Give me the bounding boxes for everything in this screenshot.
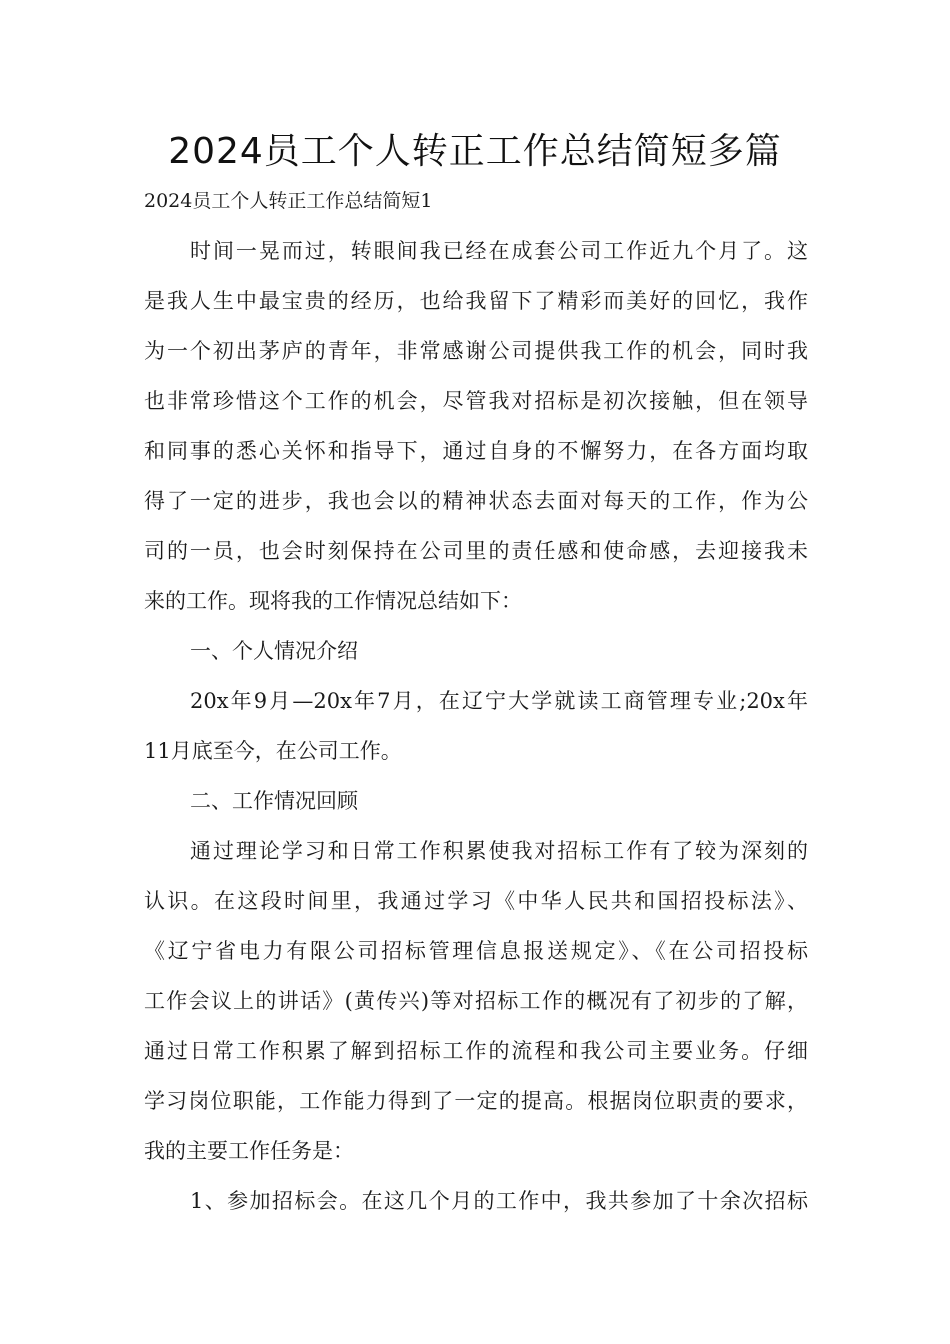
paragraph-line: 工作会议上的讲话》(黄传兴)等对招标工作的概况有了初步的了解， — [144, 989, 808, 1013]
paragraph-line: 时间一晃而过，转眼间我已经在成套公司工作近九个月了。这 — [190, 239, 808, 263]
paragraph-line: 1、参加招标会。在这几个月的工作中，我共参加了十余次招标 — [190, 1189, 808, 1213]
paragraph-line: 和同事的悉心关怀和指导下，通过自身的不懈努力，在各方面均取 — [144, 439, 808, 463]
paragraph-line: 为一个初出茅庐的青年，非常感谢公司提供我工作的机会，同时我 — [144, 339, 808, 363]
section-heading: 一、个人情况介绍 — [190, 639, 358, 663]
section-subtitle: 2024员工个人转正工作总结简短1 — [144, 190, 433, 212]
paragraph-line: 通过理论学习和日常工作积累使我对招标工作有了较为深刻的 — [190, 839, 808, 863]
paragraph-line: 20x年9月—20x年7月，在辽宁大学就读工商管理专业;20x年 — [190, 689, 808, 713]
document-title: 2024员工个人转正工作总结简短多篇 — [168, 131, 782, 172]
paragraph-line: 《辽宁省电力有限公司招标管理信息报送规定》、《在公司招投标 — [144, 939, 808, 963]
paragraph-line: 司的一员，也会时刻保持在公司里的责任感和使命感，去迎接我未 — [144, 539, 808, 563]
paragraph-line: 通过日常工作积累了解到招标工作的流程和我公司主要业务。仔细 — [144, 1039, 808, 1063]
paragraph-line: 得了一定的进步，我也会以的精神状态去面对每天的工作，作为公 — [144, 489, 808, 513]
paragraph-line: 学习岗位职能，工作能力得到了一定的提高。根据岗位职责的要求， — [144, 1089, 808, 1113]
paragraph-line: 也非常珍惜这个工作的机会，尽管我对招标是初次接触，但在领导 — [144, 389, 808, 413]
section-heading: 二、工作情况回顾 — [190, 789, 358, 813]
paragraph-line: 认识。在这段时间里，我通过学习《中华人民共和国招投标法》、 — [144, 889, 808, 913]
paragraph-line: 11月底至今，在公司工作。 — [144, 739, 402, 763]
paragraph-line: 来的工作。现将我的工作情况总结如下： — [144, 589, 522, 613]
paragraph-line: 我的主要工作任务是： — [144, 1139, 354, 1163]
paragraph-line: 是我人生中最宝贵的经历，也给我留下了精彩而美好的回忆，我作 — [144, 289, 808, 313]
